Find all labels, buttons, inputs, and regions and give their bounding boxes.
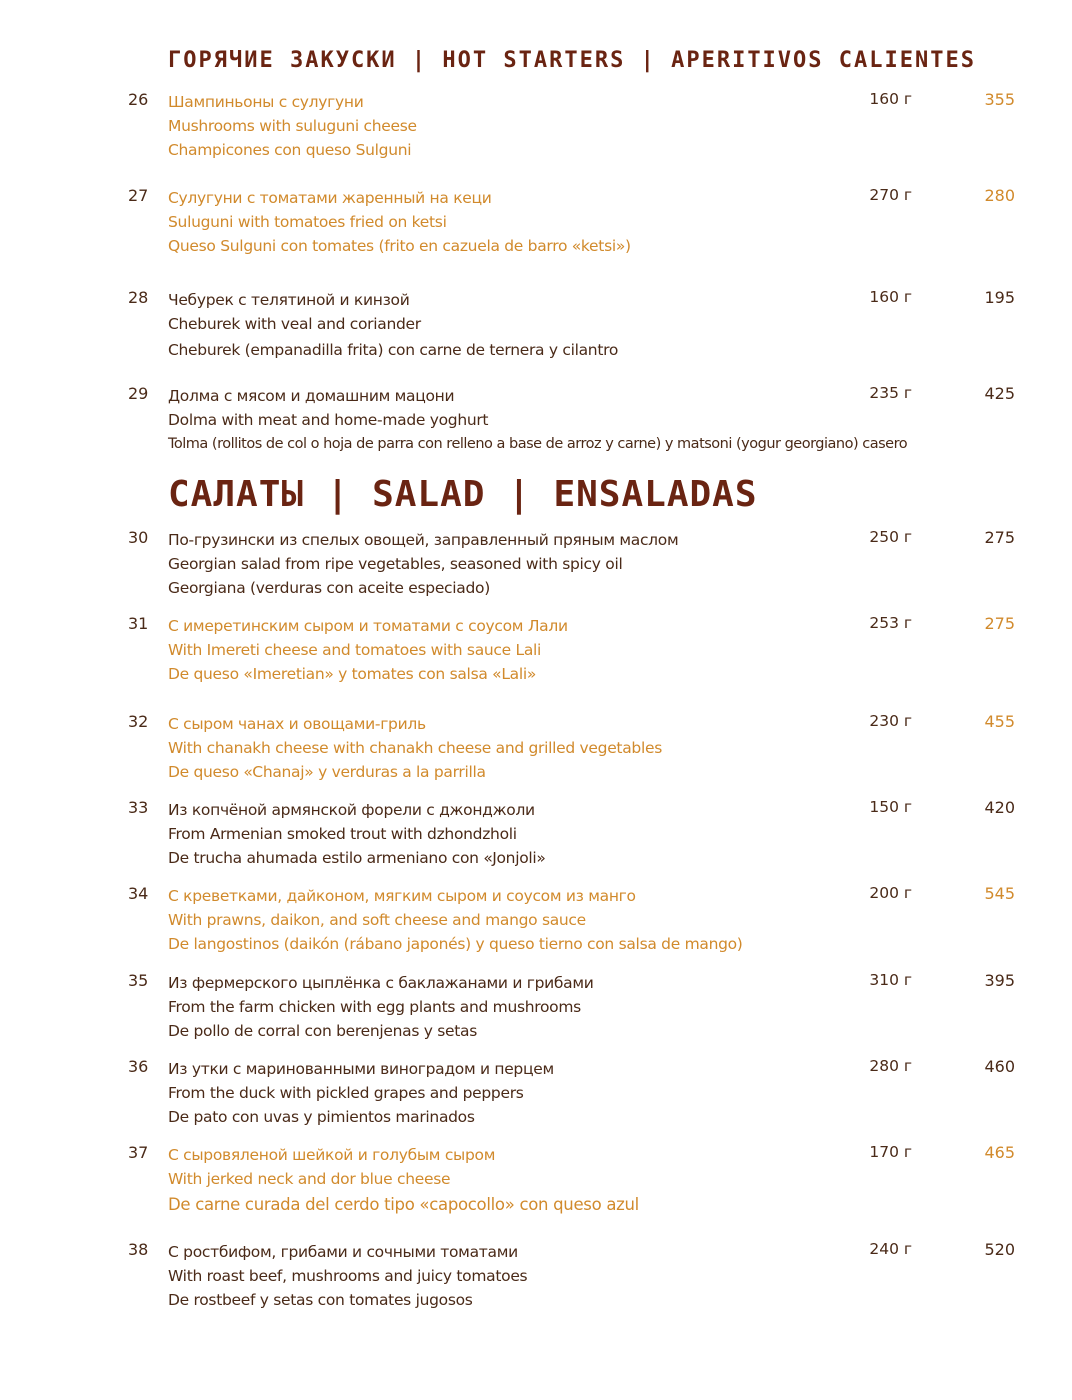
- item-name-en: From Armenian smoked trout with dzhondzholi: [168, 825, 517, 843]
- item-number: 32: [128, 712, 149, 731]
- item-name-es: Tolma (rollitos de col o hoja de parra con relleno a base de arroz y carne) y matsoni (yogur georgiano) casero: [168, 436, 908, 452]
- item-name-en: Dolma with meat and home-made yoghurt: [168, 411, 489, 429]
- item-price: 280: [984, 186, 1015, 205]
- item-number: 36: [128, 1057, 149, 1076]
- item-name-ru: Сулугуни с томатами жаренный на кеци: [168, 189, 492, 207]
- item-price: 395: [984, 971, 1015, 990]
- section-title-hot-starters: ГОРЯЧИЕ ЗАКУСКИ | HOT STARTERS | APERITIVOS CALIENTES: [168, 48, 976, 73]
- item-weight: 235 г: [869, 384, 912, 402]
- item-name-en: Cheburek with veal and coriander: [168, 315, 421, 333]
- item-name-en: With roast beef, mushrooms and juicy tomatoes: [168, 1267, 528, 1285]
- item-name-ru: С сыром чанах и овощами-гриль: [168, 715, 426, 733]
- item-number: 26: [128, 90, 149, 109]
- item-weight: 170 г: [869, 1143, 912, 1161]
- item-name-en: With chanakh cheese with chanakh cheese and grilled vegetables: [168, 739, 662, 757]
- item-number: 34: [128, 884, 149, 903]
- item-name-ru: Из утки с маринованными виноградом и перцем: [168, 1060, 554, 1078]
- item-name-ru: Из фермерского цыплёнка с баклажанами и грибами: [168, 974, 594, 992]
- item-weight: 270 г: [869, 186, 912, 204]
- item-name-es: De queso «Imeretian» y tomates con salsa «Lali»: [168, 665, 537, 683]
- item-name-es: De queso «Chanaj» y verduras a la parrilla: [168, 763, 486, 781]
- item-price: 420: [984, 798, 1015, 817]
- item-number: 30: [128, 528, 149, 547]
- item-number: 35: [128, 971, 149, 990]
- item-price: 545: [984, 884, 1015, 903]
- item-number: 37: [128, 1143, 149, 1162]
- item-weight: 230 г: [869, 712, 912, 730]
- item-name-es: De langostinos (daikón (rábano japonés) y queso tierno con salsa de mango): [168, 935, 743, 953]
- item-name-en: With prawns, daikon, and soft cheese and mango sauce: [168, 911, 586, 929]
- item-weight: 253 г: [869, 614, 912, 632]
- item-name-ru: С ростбифом, грибами и сочными томатами: [168, 1243, 518, 1261]
- item-price: 455: [984, 712, 1015, 731]
- item-name-es: Champicones con queso Sulguni: [168, 141, 412, 159]
- item-price: 275: [984, 614, 1015, 633]
- item-name-es: De pato con uvas y pimientos marinados: [168, 1108, 475, 1126]
- item-name-es: De pollo de corral con berenjenas y setas: [168, 1022, 478, 1040]
- item-number: 28: [128, 288, 149, 307]
- item-name-en: Suluguni with tomatoes fried on ketsi: [168, 213, 447, 231]
- item-price: 465: [984, 1143, 1015, 1162]
- item-price: 195: [984, 288, 1015, 307]
- section-title-salads: САЛАТЫ | SALAD | ENSALADAS: [168, 474, 758, 515]
- item-name-en: Georgian salad from ripe vegetables, seasoned with spicy oil: [168, 555, 623, 573]
- item-name-ru: С креветками, дайконом, мягким сыром и соусом из манго: [168, 887, 636, 905]
- item-name-es: De trucha ahumada estilo armeniano con «Jonjoli»: [168, 849, 546, 867]
- item-weight: 280 г: [869, 1057, 912, 1075]
- item-name-ru: Из копчёной армянской форели с джонджоли: [168, 801, 535, 819]
- item-name-ru: Чебурек с телятиной и кинзой: [168, 291, 410, 309]
- item-name-en: From the farm chicken with egg plants and mushrooms: [168, 998, 581, 1016]
- item-name-ru: Долма с мясом и домашним мацони: [168, 387, 455, 405]
- item-number: 29: [128, 384, 149, 403]
- item-number: 27: [128, 186, 149, 205]
- item-weight: 310 г: [869, 971, 912, 989]
- item-name-en: With jerked neck and dor blue cheese: [168, 1170, 451, 1188]
- item-name-en: With Imereti cheese and tomatoes with sauce Lali: [168, 641, 542, 659]
- item-weight: 250 г: [869, 528, 912, 546]
- item-name-es: Cheburek (empanadilla frita) con carne de ternera y cilantro: [168, 341, 619, 359]
- item-name-es: De carne curada del cerdo tipo «capocollo» con queso azul: [168, 1195, 639, 1214]
- item-price: 460: [984, 1057, 1015, 1076]
- item-price: 355: [984, 90, 1015, 109]
- item-weight: 160 г: [869, 288, 912, 306]
- item-weight: 240 г: [869, 1240, 912, 1258]
- item-name-ru: Шампиньоны с сулугуни: [168, 93, 364, 111]
- item-price: 520: [984, 1240, 1015, 1259]
- item-price: 425: [984, 384, 1015, 403]
- item-name-ru: С сыровяленой шейкой и голубым сыром: [168, 1146, 496, 1164]
- item-name-es: Georgiana (verduras con aceite especiado): [168, 579, 490, 597]
- item-weight: 160 г: [869, 90, 912, 108]
- item-price: 275: [984, 528, 1015, 547]
- item-weight: 150 г: [869, 798, 912, 816]
- item-name-ru: По-грузински из спелых овощей, заправленный пряным маслом: [168, 531, 679, 549]
- item-name-ru: С имеретинским сыром и томатами с соусом Лали: [168, 617, 568, 635]
- item-weight: 200 г: [869, 884, 912, 902]
- item-name-es: De rostbeef y setas con tomates jugosos: [168, 1291, 473, 1309]
- item-number: 31: [128, 614, 149, 633]
- item-number: 38: [128, 1240, 149, 1259]
- item-number: 33: [128, 798, 149, 817]
- item-name-en: From the duck with pickled grapes and peppers: [168, 1084, 524, 1102]
- item-name-es: Queso Sulguni con tomates (frito en cazuela de barro «ketsi»): [168, 237, 631, 255]
- item-name-en: Mushrooms with suluguni cheese: [168, 117, 417, 135]
